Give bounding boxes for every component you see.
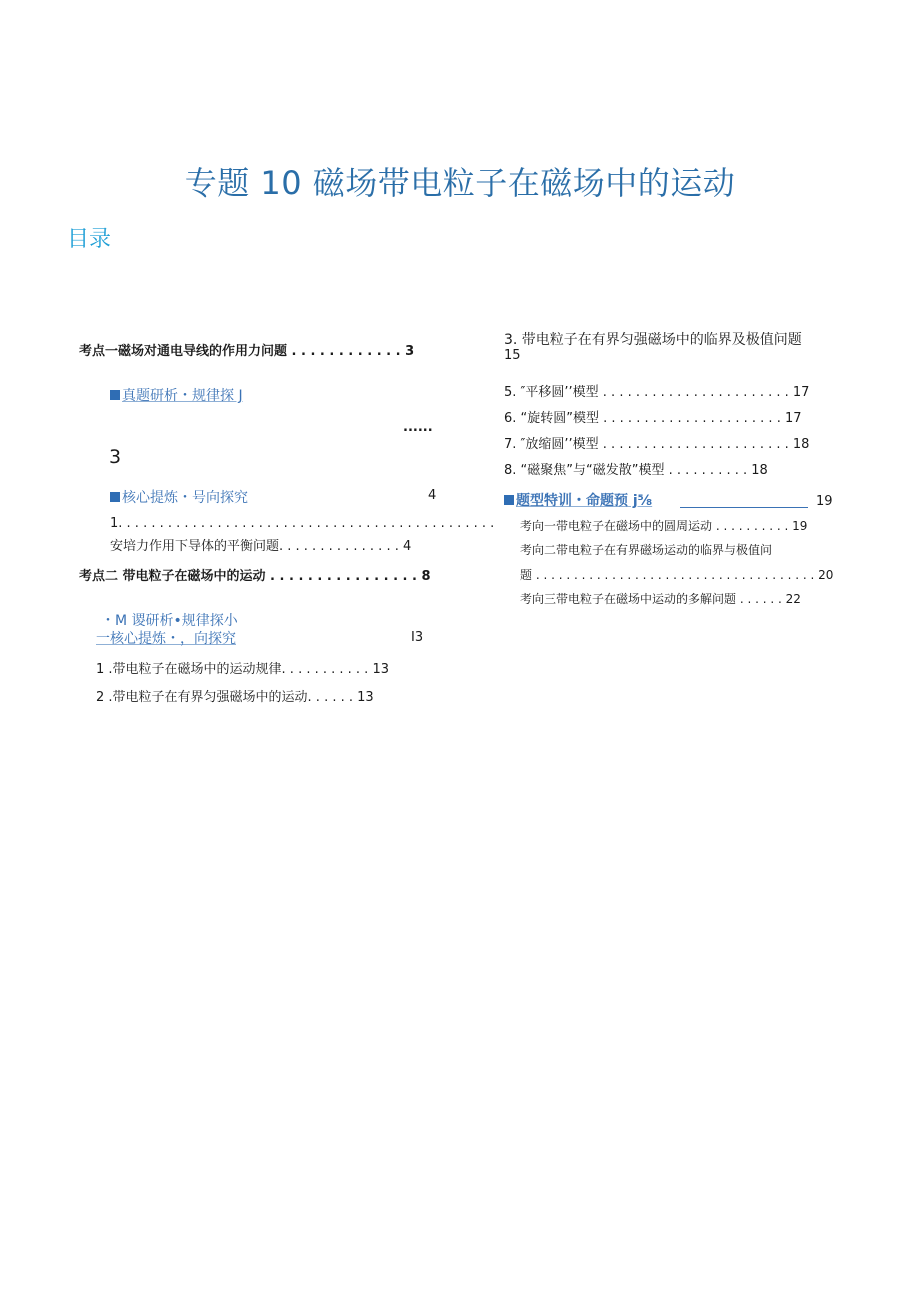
toc-item-a[interactable]: 1 .带电粒子在磁场中的运动规律. . . . . . . . . . . 13 (96, 662, 389, 677)
toc-item-7[interactable]: 7. ″放缩圆’’模型 . . . . . . . . . . . . . . . . . . . . . . . 18 (504, 437, 810, 452)
toc-hexin-1-page: 4 (428, 488, 437, 503)
page-title: 专题 10 磁场带电粒子在磁场中的运动 (184, 164, 736, 202)
toc-item-1[interactable]: 安培力作用下导体的平衡问题. . . . . . . . . . . . . . . 4 (110, 539, 412, 554)
toc-zhenti-1[interactable] (110, 385, 243, 405)
toc-tixing-page: 19 (816, 494, 833, 509)
toc-kaoxiang-1[interactable]: 考向一带电粒子在磁场中的圆周运动 . . . . . . . . . . 19 (520, 519, 808, 533)
toc-tixing-label: 题型特训・命题预 j⅝ (516, 493, 653, 509)
toc-hexin-1[interactable] (110, 487, 248, 507)
toc-item-3[interactable]: 3. 带电粒子在有界匀强磁场中的临界及极值问题 (504, 332, 802, 348)
toc-zhenti-2[interactable]: ・M 谡研析•规律探小 (101, 613, 238, 629)
blue-square-icon (110, 492, 120, 502)
toc-item-8[interactable]: 8. “磁聚焦”与“磁发散”模型 . . . . . . . . . . 18 (504, 463, 768, 478)
blue-square-icon (504, 495, 514, 505)
toc-item-b[interactable]: 2 .带电粒子在有界匀强磁场中的运动. . . . . . 13 (96, 690, 374, 705)
toc-kaoxiang-3[interactable]: 考向三带电粒子在磁场中运动的多解问题 . . . . . . 22 (520, 592, 801, 606)
toc-tixing-rule (680, 507, 808, 508)
toc-hexin-2-page: I3 (411, 630, 424, 645)
toc-kaodian-1[interactable]: 考点一磁场对通电导线的作用力问题 . . . . . . . . . . . . 3 (79, 344, 415, 359)
toc-item-1-dots: 1. . . . . . . . . . . . . . . . . . . . . . . . . . . . . . . . . . . . . . . . . . . . . . (110, 516, 495, 531)
toc-kaodian-2[interactable]: 考点二 带电粒子在磁场中的运动 . . . . . . . . . . . . . . . . 8 (79, 569, 431, 584)
toc-item-5[interactable]: 5. ″平移圆’’模型 . . . . . . . . . . . . . . . . . . . . . . . 17 (504, 385, 810, 400)
toc-hexin-2[interactable]: 一核心提炼・，向探究 (96, 631, 236, 647)
toc-kaoxiang-2[interactable]: 考向二带电粒子在有界磁场运动的临界与极值问 (520, 543, 773, 557)
blue-square-icon (110, 390, 120, 400)
toc-kaoxiang-2-cont: 题 . . . . . . . . . . . . . . . . . . . . . . . . . . . . . . . . . . . . . 20 (520, 568, 834, 582)
toc-heading: 目录 (67, 227, 112, 252)
toc-item-3-page: 15 (504, 348, 521, 363)
toc-page-number: 3 (109, 446, 122, 468)
toc-item-6[interactable]: 6. “旋转圆”模型 . . . . . . . . . . . . . . . . . . . . . . 17 (504, 411, 802, 426)
toc-hexin-1-label: 核心提炼・号向探究 (122, 490, 248, 506)
toc-dots: ...... (403, 420, 433, 435)
toc-tixing[interactable] (504, 490, 652, 510)
toc-zhenti-1-label: 真题研析・规律探 J (122, 388, 243, 404)
